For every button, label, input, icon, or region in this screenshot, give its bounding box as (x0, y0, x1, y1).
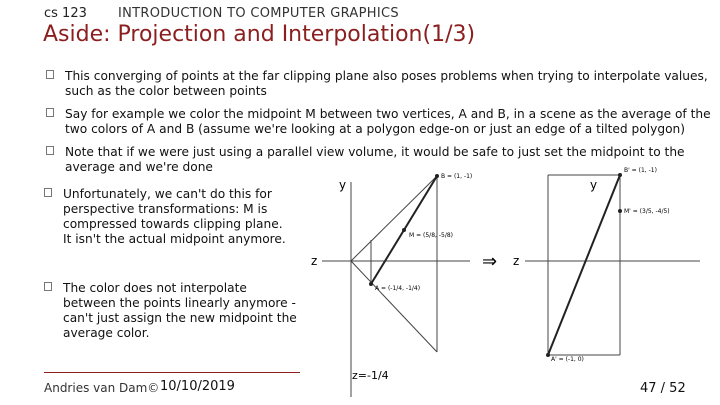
right-y-axis-label: y (590, 178, 598, 192)
bullet-line: such as the color between points (65, 84, 267, 98)
edge-a-b-prime (548, 175, 620, 355)
left-z-axis-label: z (311, 254, 318, 268)
midpoint-m (402, 228, 406, 232)
frustum-bottom-edge (351, 261, 437, 352)
transform-arrow-icon: ⇒ (482, 251, 498, 272)
vertex-b-label: B = (1, -1) (441, 173, 473, 180)
midpoint-m-label: M = (5/8, -5/8) (409, 232, 453, 239)
page-number: 47 / 52 (640, 381, 686, 396)
bullet-line: The color does not interpolate (63, 281, 247, 295)
course-title: INTRODUCTION TO COMPUTER GRAPHICS (118, 6, 399, 21)
midpoint-m-prime-label: M' = (3/5, -4/5) (624, 208, 670, 215)
parallel-volume-panel (513, 167, 700, 363)
right-z-axis-label: z (513, 254, 520, 268)
slide-title: Aside: Projection and Interpolation(1/3) (43, 22, 476, 47)
near-plane-label: z=-1/4 (352, 369, 389, 382)
bullet-line: perspective transformations: M is (63, 202, 268, 216)
course-number: cs 123 (44, 6, 87, 21)
bullet-line: between the points linearly anymore - (63, 296, 296, 310)
vertex-a (369, 282, 373, 286)
bullet-line: can't just assign the new midpoint the (63, 311, 297, 325)
bullet-line: Unfortunately, we can't do this for (63, 187, 272, 201)
bullet-line: two colors of A and B (assume we're looking at a polygon edge-on or just an edge of a tilted polygon) (65, 122, 686, 136)
vertex-a-prime (546, 353, 550, 357)
bullet-line: Say for example we color the midpoint M between two vertices, A and B, in a scene as the average of the (65, 107, 711, 121)
bullet-line: average color. (63, 326, 150, 340)
midpoint-m-prime (618, 209, 622, 213)
bullet-line: average and we're done (65, 160, 213, 174)
vertex-a-label: A = (-1/4, -1/4) (375, 285, 421, 292)
bullet-line: compressed towards clipping plane. (63, 217, 283, 231)
perspective-volume-panel (311, 173, 472, 397)
footer-divider (44, 372, 300, 373)
footer-author: Andries van Dam© (44, 381, 160, 395)
left-y-axis-label: y (339, 178, 347, 192)
bullet-line: Note that if we were just using a parallel view volume, it would be safe to just set the midpoint to the (65, 145, 685, 159)
vertex-b (435, 174, 439, 178)
footer-date: 10/10/2019 (160, 379, 235, 394)
bullet-line: It isn't the actual midpoint anymore. (63, 232, 286, 246)
bullet-line: This converging of points at the far clipping plane also poses problems when trying to interpolate values, (65, 69, 708, 83)
vertex-b-prime (618, 173, 622, 177)
vertex-b-prime-label: B' = (1, -1) (624, 167, 657, 174)
vertex-a-prime-label: A' = (-1, 0) (551, 356, 584, 363)
